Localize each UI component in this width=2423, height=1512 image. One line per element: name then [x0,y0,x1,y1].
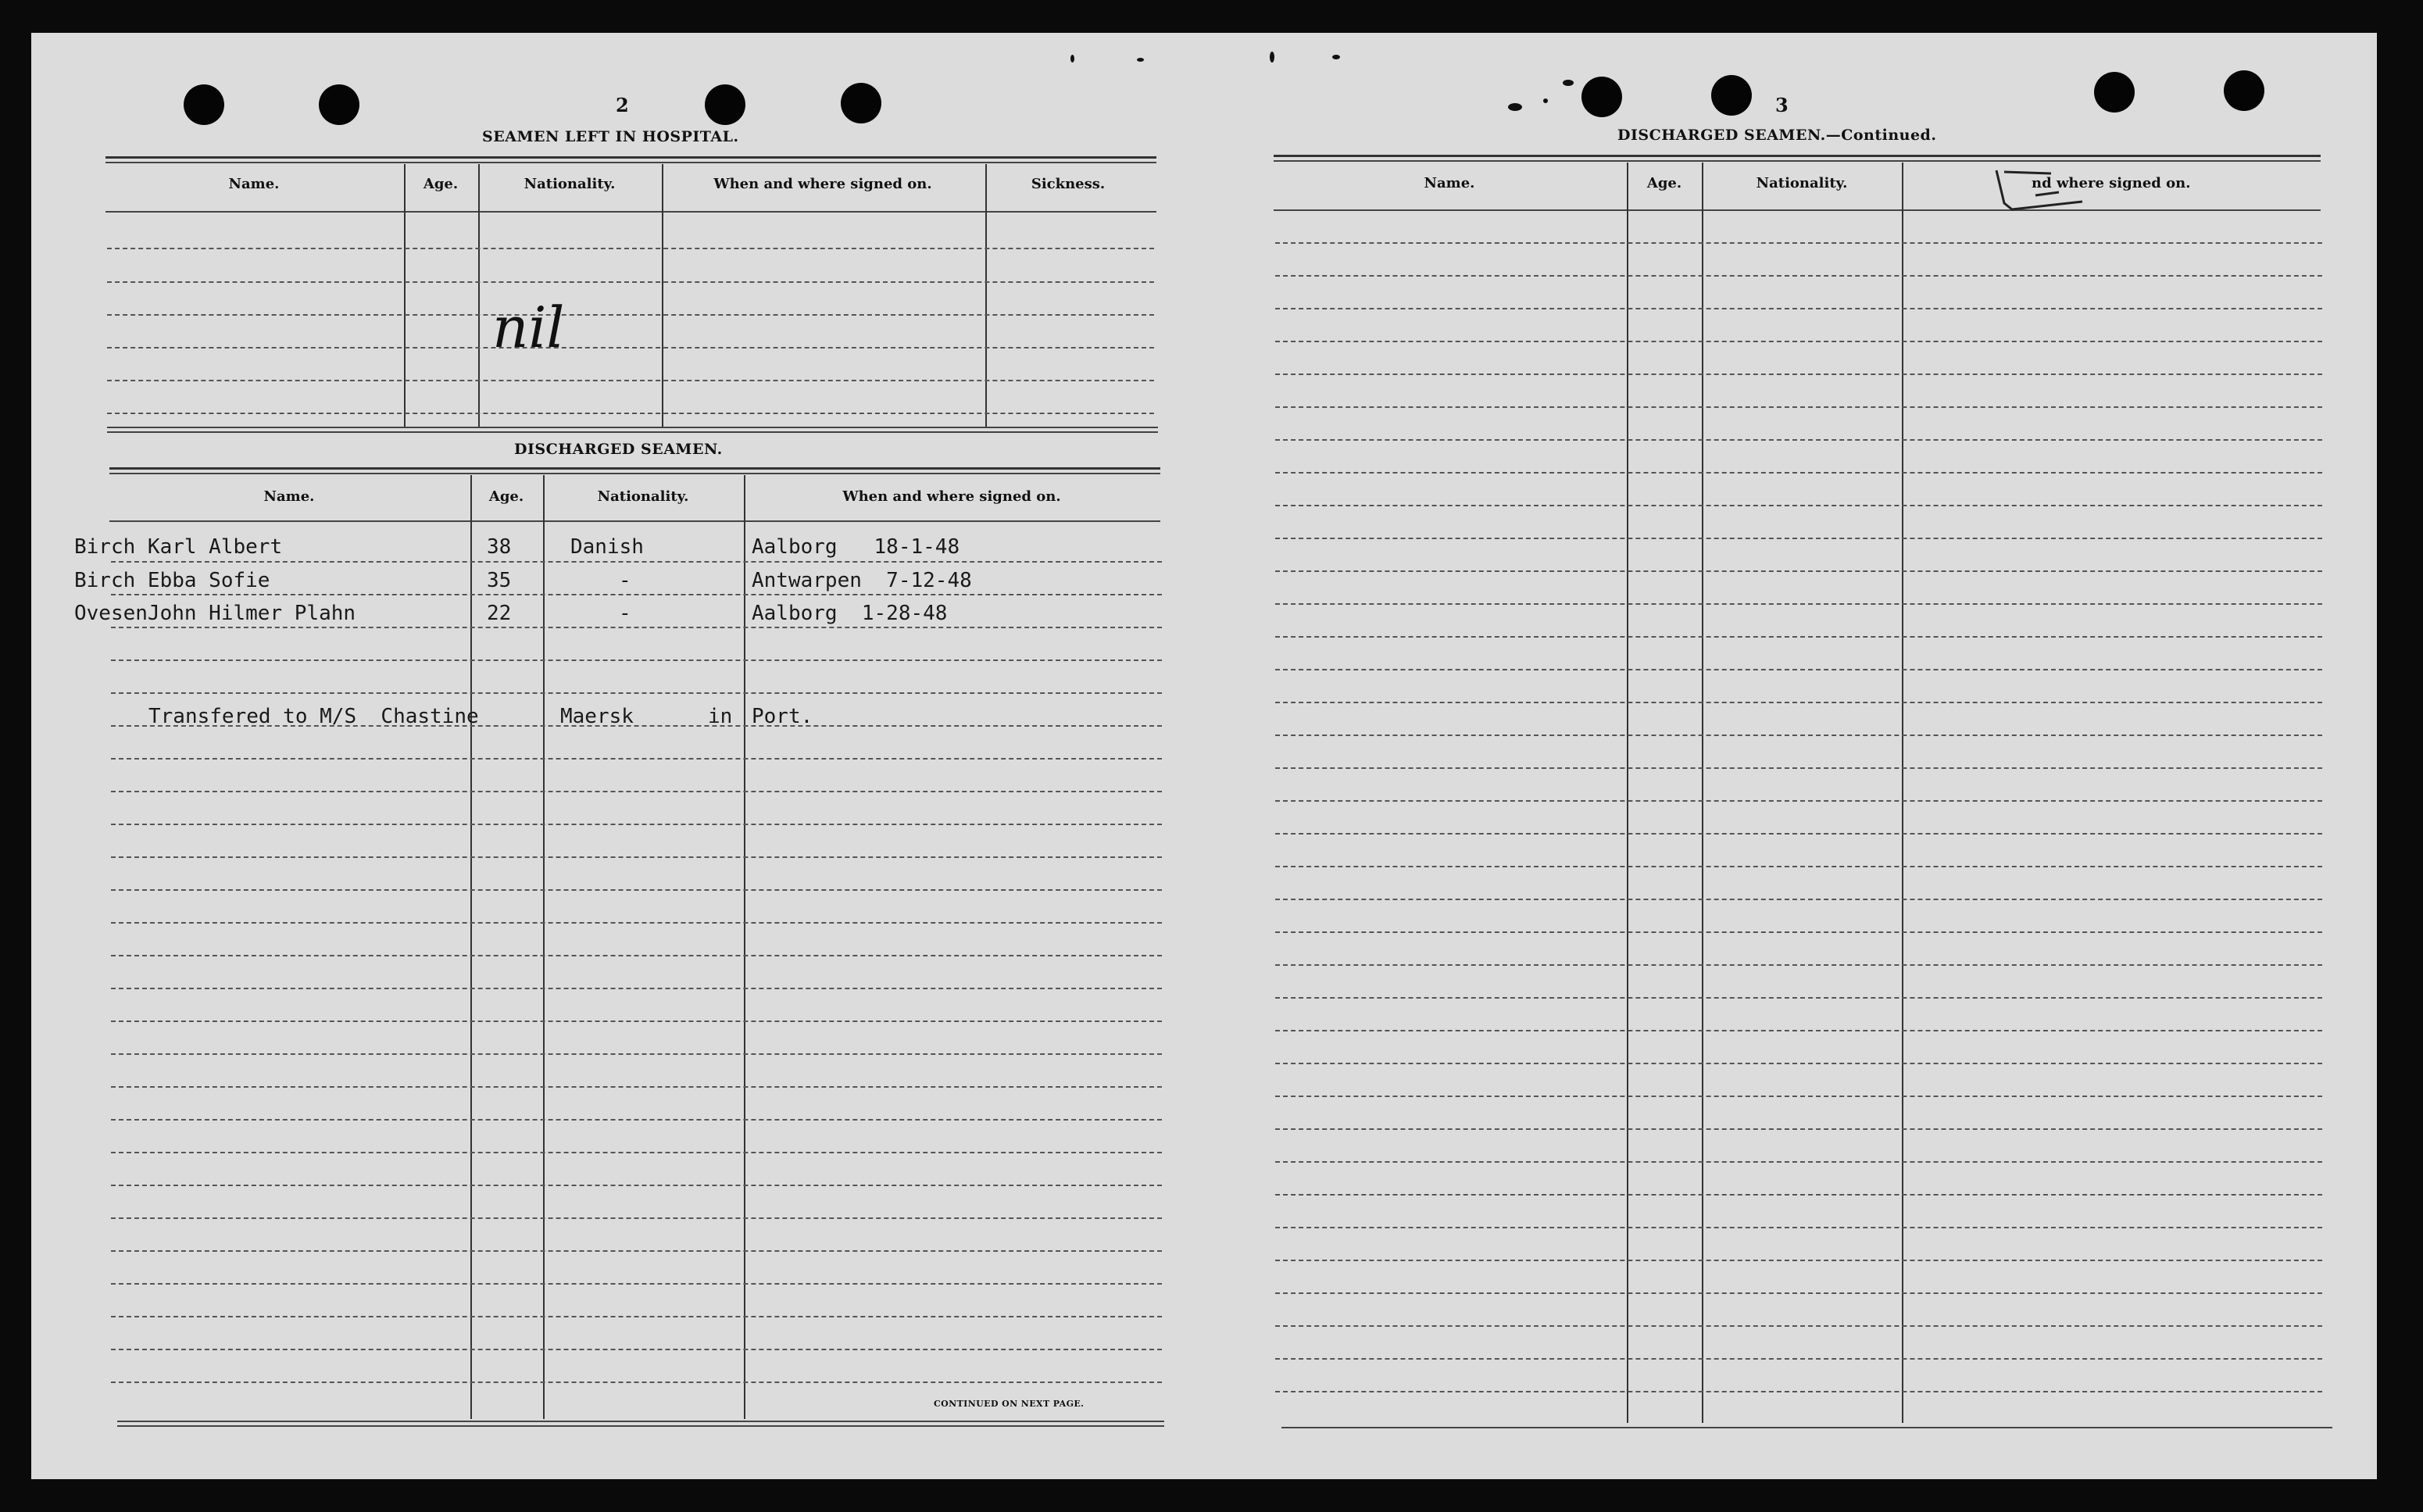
ruled-line [111,889,1162,891]
ruled-line [111,1152,1162,1153]
ink-speck [1508,103,1522,111]
seaman-signed-on: Antwarpen 7-12-48 [752,569,972,592]
ink-speck [1270,52,1274,63]
punch-hole [1581,77,1622,117]
column-header-age: Age. [423,176,459,192]
transfer-note: in [708,705,733,728]
table-rule [107,431,1158,433]
ruled-line [1275,308,2322,309]
ruled-line [1275,1358,2322,1360]
ruled-line [111,627,1162,628]
table-rule [109,467,1160,470]
ruled-line [107,413,1154,414]
ruled-line [1275,866,2322,867]
table-rule [1274,160,2321,162]
hospital-section-title: SEAMEN LEFT IN HOSPITAL. [482,128,739,145]
ruled-line [1275,1096,2322,1097]
seaman-name: Birch Ebba Sofie [74,569,270,592]
table-rule [109,520,1160,522]
discharged-section-title: DISCHARGED SEAMEN. [514,441,723,458]
column-header-nationality: Nationality. [1756,175,1848,191]
column-header-signed-on: When and where signed on. [842,488,1061,505]
ink-speck [1543,98,1548,103]
ruled-line [111,1185,1162,1186]
document-sheet [31,33,2377,1479]
table-rule [105,156,1156,159]
ruled-line [1275,964,2322,966]
transfer-note: Port. [752,705,813,728]
ruled-line [1275,603,2322,605]
column-header-signed-on: nd where signed on. [2032,175,2191,191]
ruled-line [107,248,1154,249]
ruled-line [1275,669,2322,670]
ruled-line [107,380,1154,381]
seaman-name: OvesenJohn Hilmer Plahn [74,602,356,625]
ruled-line [107,314,1154,316]
ruled-line [111,1119,1162,1121]
ruled-line [111,561,1162,563]
ruled-line [1275,636,2322,638]
ruled-line [111,824,1162,825]
column-header-sickness: Sickness. [1031,176,1106,192]
ruled-line [111,1316,1162,1317]
table-rule [109,473,1160,474]
seaman-nationality: - [619,569,631,592]
punch-hole [319,84,359,125]
seaman-age: 38 [487,535,512,559]
table-rule [105,211,1156,213]
ink-speck [1137,58,1144,62]
continued-footer: CONTINUED ON NEXT PAGE. [934,1399,1085,1409]
column-header-nationality: Nationality. [524,176,616,192]
column-divider [1627,163,1628,1423]
ruled-line [111,988,1162,989]
table-rule [1274,209,2321,211]
column-divider [543,475,545,1419]
ruled-line [1275,472,2322,474]
ruled-line [1275,767,2322,769]
ruled-line [111,1053,1162,1055]
column-divider [1902,163,1903,1423]
punch-hole [2224,70,2264,111]
page-number-right: 3 [1775,94,1789,116]
ruled-line [1275,242,2322,244]
discharged-continued-title: DISCHARGED SEAMEN.—Continued. [1617,127,1937,144]
ruled-line [111,594,1162,595]
ink-speck [1332,55,1340,59]
punch-hole [705,84,745,125]
column-header-nationality: Nationality. [597,488,689,505]
seaman-signed-on: Aalborg 18-1-48 [752,535,960,559]
ink-speck [1563,80,1574,86]
ruled-line [1275,899,2322,900]
ruled-line [1275,1325,2322,1327]
column-header-age: Age. [1646,175,1682,191]
seaman-signed-on: Aalborg 1-28-48 [752,602,948,625]
column-header-name: Name. [228,176,280,192]
table-rule [117,1425,1164,1427]
table-rule [105,162,1156,163]
ruled-line [107,281,1154,283]
ruled-line [1275,538,2322,539]
column-divider [744,475,745,1419]
ruled-line [1275,735,2322,736]
ruled-line [111,1382,1162,1383]
ruled-line [1275,1391,2322,1392]
ruled-line [1275,570,2322,572]
ruled-line [111,1217,1162,1219]
ruled-line [1275,505,2322,506]
column-divider [470,475,472,1419]
ruled-line [1275,997,2322,999]
column-divider [1702,163,1703,1423]
ruled-line [111,922,1162,924]
ruled-line [1275,1161,2322,1163]
seaman-nationality: - [619,602,631,625]
ruled-line [111,1250,1162,1252]
column-header-age: Age. [488,488,524,505]
ruled-line [1275,1128,2322,1130]
column-divider [662,164,663,427]
column-divider [985,164,987,427]
ruled-line [1275,1030,2322,1031]
ruled-line [1275,374,2322,375]
table-rule [1274,155,2321,157]
ruled-line [1275,1260,2322,1261]
ruled-line [111,1086,1162,1088]
ruled-line [111,1349,1162,1350]
ruled-line [1275,275,2322,277]
transfer-note: Transfered to M/S Chastine [148,705,479,728]
ink-speck [1070,55,1074,63]
column-divider [404,164,406,427]
table-rule [107,427,1158,428]
ruled-line [1275,1063,2322,1064]
handwritten-nil: nil [492,295,565,360]
ruled-line [1275,439,2322,441]
ruled-line [1275,702,2322,703]
ruled-line [1275,341,2322,342]
column-divider [478,164,480,427]
ruled-line [111,758,1162,760]
ruled-line [1275,800,2322,802]
punch-hole [2094,72,2135,113]
column-header-name: Name. [263,488,315,505]
ink-scribble [1989,164,2098,219]
table-rule [1281,1427,2332,1428]
ruled-line [107,347,1154,349]
ruled-line [1275,833,2322,835]
ruled-line [1275,1227,2322,1228]
ruled-line [111,955,1162,956]
ruled-line [1275,1292,2322,1294]
ruled-line [111,659,1162,661]
ruled-line [111,692,1162,694]
ruled-line [111,791,1162,792]
ruled-line [111,1021,1162,1022]
table-rule [117,1421,1164,1422]
ruled-line [1275,1194,2322,1196]
page-number-left: 2 [616,94,629,116]
punch-hole [184,84,224,125]
seaman-name: Birch Karl Albert [74,535,283,559]
punch-hole [1711,75,1752,116]
column-header-signed-on: When and where signed on. [713,176,932,192]
ruled-line [1275,406,2322,408]
transfer-note: Maersk [560,705,634,728]
seaman-age: 22 [487,602,512,625]
column-header-name: Name. [1424,175,1475,191]
seaman-nationality: Danish [570,535,644,559]
seaman-age: 35 [487,569,512,592]
ruled-line [111,1283,1162,1285]
ruled-line [1275,931,2322,933]
punch-hole [841,83,881,123]
ruled-line [111,856,1162,858]
